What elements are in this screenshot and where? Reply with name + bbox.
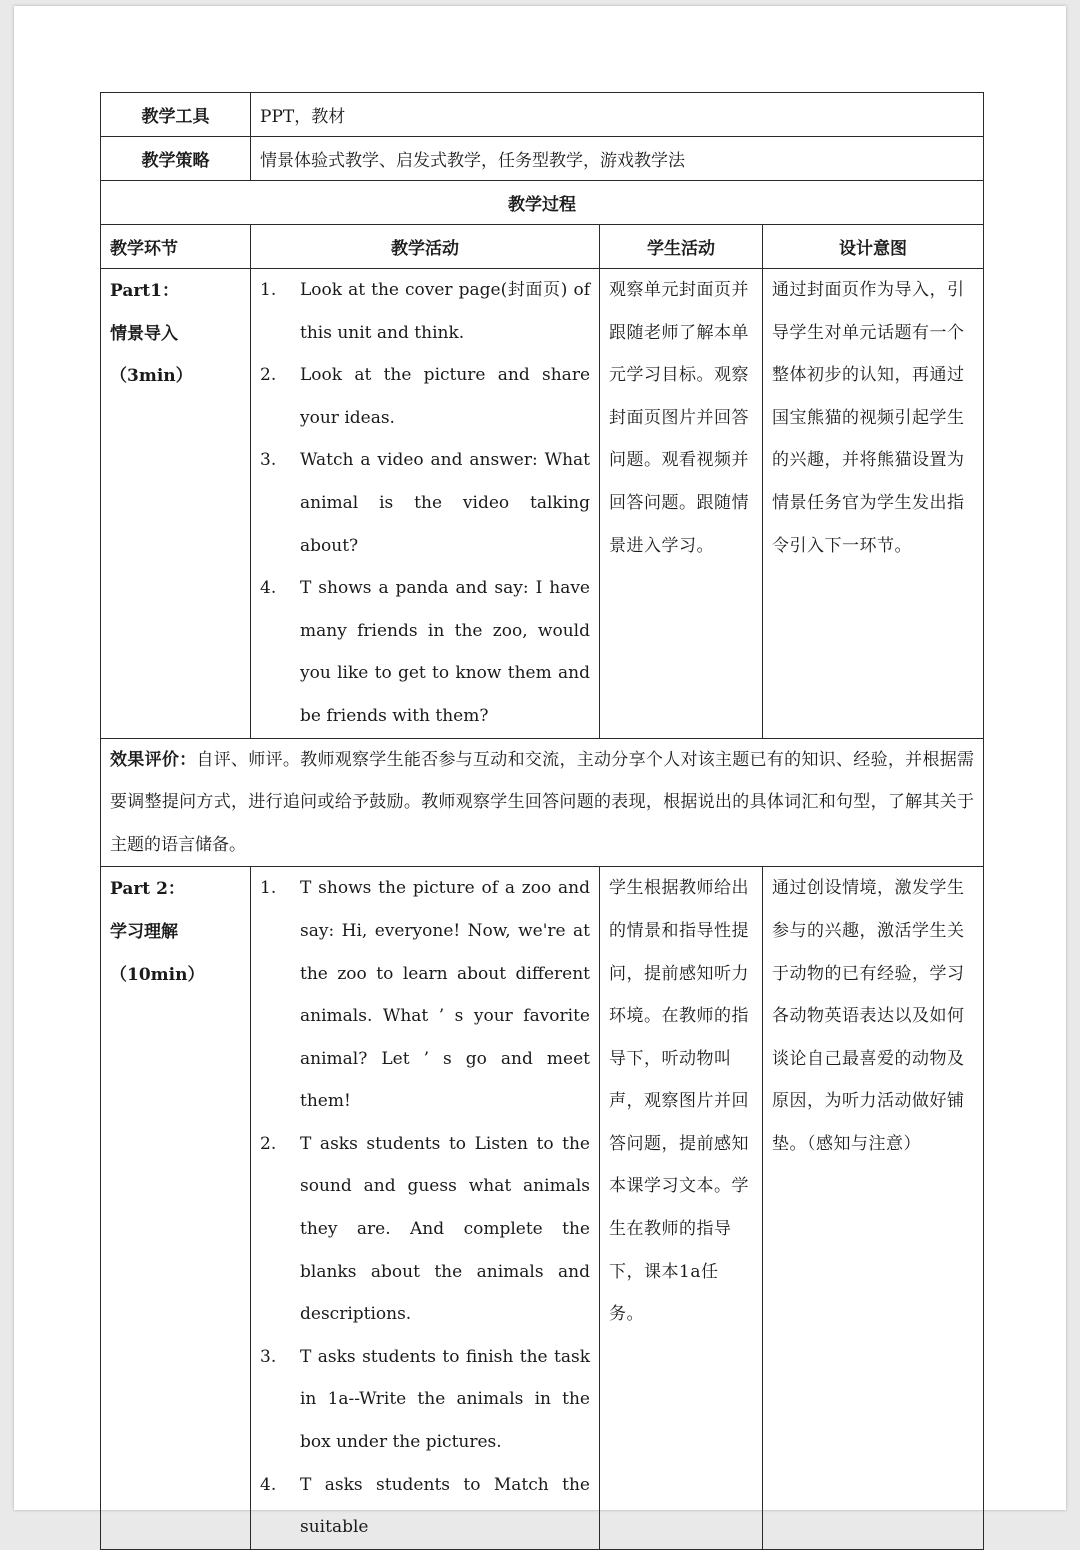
part1-stage <box>101 269 251 739</box>
part1-teacher-activities <box>251 269 600 739</box>
part2-teacher-activities <box>251 867 600 1550</box>
strategy-row <box>101 137 984 181</box>
evaluation-cell <box>101 738 984 867</box>
header-row <box>101 225 984 269</box>
evaluation-label: 效果评价： <box>110 749 197 770</box>
header-teacher-activity: 教学活动 <box>251 225 600 269</box>
header-student-activity: 学生活动 <box>600 225 763 269</box>
lesson-plan-table <box>100 92 984 1550</box>
process-title: 教学过程 <box>101 181 984 225</box>
tools-row <box>101 93 984 137</box>
evaluation-text: 自评、师评。教师观察学生能否参与互动和交流，主动分享个人对该主题已有的知识、经验，并根据需要调整提问方式，进行追问或给予鼓励。教师观察学生回答问题的表现，根据说出的具体词汇和句型，了解其关于主题的语言储备。 <box>110 749 975 855</box>
part1-student-activity: 观察单元封面页并跟随老师了解本单元学习目标。观察封面页图片并回答问题。观看视频并回答问题。跟随情景进入学习。 <box>600 269 763 739</box>
list-item: 2. T asks students to Listen to the sound and guess what animals they are. And complete the blanks about the animals and descriptions. <box>260 1133 590 1325</box>
part2-design-intent: 通过创设情境，激发学生参与的兴趣，激活学生关于动物的已有经验，学习各动物英语表达以及如何谈论自己最喜爱的动物及原因，为听力活动做好铺垫。（感知与注意） <box>763 867 984 1550</box>
part2-title: Part 2： <box>110 879 185 900</box>
strategy-label: 教学策略 <box>101 137 251 181</box>
part2-row <box>101 867 984 1550</box>
header-stage: 教学环节 <box>101 225 251 269</box>
part1-time: （3min） <box>110 366 193 387</box>
list-item: 4. T shows a panda and say: I have many friends in the zoo, would you like to get to know them and be friends with them? <box>260 578 590 726</box>
part1-name: 情景导入 <box>110 323 178 344</box>
list-item: 4. T asks students to Match the suitable <box>260 1474 590 1538</box>
document-page <box>14 6 1066 1538</box>
list-item: 3. Watch a video and answer: What animal is the video talking about? <box>260 450 590 556</box>
part2-student-activity: 学生根据教师给出的情景和指导性提问，提前感知听力环境。在教师的指导下，听动物叫声，观察图片并回答问题，提前感知本课学习文本。学生在教师的指导下，课本1a任务。 <box>600 867 763 1550</box>
tools-value: PPT，教材 <box>251 93 984 137</box>
process-title-row <box>101 181 984 225</box>
part1-design-intent: 通过封面页作为导入，引导学生对单元话题有一个整体初步的认知，再通过国宝熊猫的视频引起学生的兴趣，并将熊猫设置为情景任务官为学生发出指令引入下一环节。 <box>763 269 984 739</box>
list-item: 1. T shows the picture of a zoo and say: Hi, everyone! Now, we're at the zoo to learn about different animals. What ’ s your favorite animal? Let ’ s go and meet them! <box>260 878 590 1112</box>
header-design-intent: 设计意图 <box>763 225 984 269</box>
part1-title: Part1： <box>110 281 179 301</box>
part2-time: （10min） <box>110 964 205 985</box>
part1-row <box>101 269 984 739</box>
evaluation-row <box>101 738 984 867</box>
strategy-value: 情景体验式教学、启发式教学，任务型教学，游戏教学法 <box>251 137 984 181</box>
list-item: 1. Look at the cover page(封面页) of this unit and think. <box>260 280 590 343</box>
list-item: 2. Look at the picture and share your ideas. <box>260 365 590 428</box>
tools-label: 教学工具 <box>101 93 251 137</box>
part2-stage <box>101 867 251 1550</box>
part2-name: 学习理解 <box>110 921 178 942</box>
list-item: 3. T asks students to finish the task in 1a--Write the animals in the box under the pictures. <box>260 1346 590 1453</box>
